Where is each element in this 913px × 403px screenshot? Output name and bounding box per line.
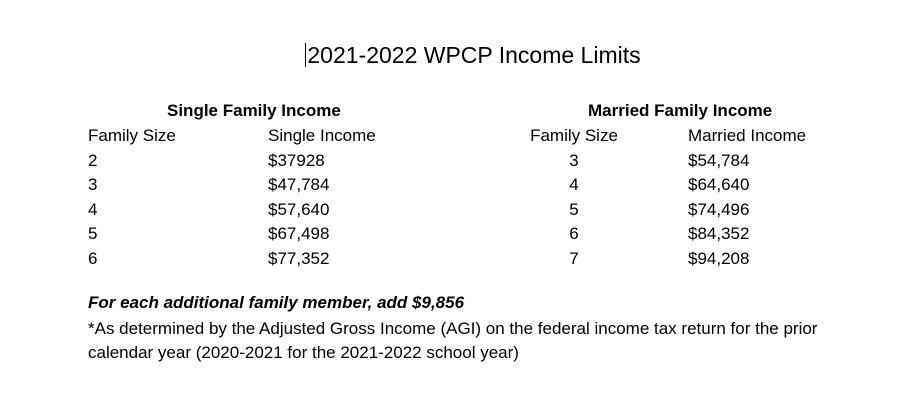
married-income-cell: $94,208 [688,248,750,268]
married-income-cell: $54,784 [688,150,750,170]
agi-footnote: *As determined by the Adjusted Gross Income (AGI) on the federal income tax return for the prior calendar year (2020-2021 for the 2021-2022 school year) [88,319,818,362]
single-table-heading: Single Family Income [167,101,341,120]
single-size-cell: 5 [88,224,98,243]
married-income-header: Married Income [688,126,807,145]
single-income-cell: $37928 [268,150,325,170]
single-size-header: Family Size [88,126,176,145]
married-income-cell: $74,496 [688,199,750,219]
married-size-cell: 3 [569,150,579,170]
married-table-heading: Married Family Income [588,101,773,120]
married-income-column [688,124,838,271]
single-income-column [268,124,408,271]
single-income-header: Single Income [268,126,376,145]
married-size-cell: 5 [569,199,579,219]
page-title-text: 2021-2022 WPCP Income Limits [307,42,641,68]
married-income-cell: $64,640 [688,175,750,194]
married-size-cell: 6 [569,224,579,243]
married-income-cell: $84,352 [688,224,750,243]
married-size-header: Family Size [530,126,618,145]
married-size-column [528,124,620,271]
single-size-cell: 4 [88,199,98,219]
married-size-cell: 4 [569,175,579,194]
additional-member-note: For each additional family member, add $9,856 [88,293,465,312]
single-size-cell: 3 [88,175,98,194]
single-income-cell: $47,784 [268,175,330,194]
single-income-cell: $67,498 [268,224,330,243]
single-income-cell: $57,640 [268,199,330,219]
married-size-cell: 7 [569,248,579,268]
single-size-column [88,124,208,271]
page-title [0,40,913,70]
single-size-cell: 2 [88,150,98,170]
single-income-cell: $77,352 [268,248,330,268]
single-size-cell: 6 [88,248,98,268]
